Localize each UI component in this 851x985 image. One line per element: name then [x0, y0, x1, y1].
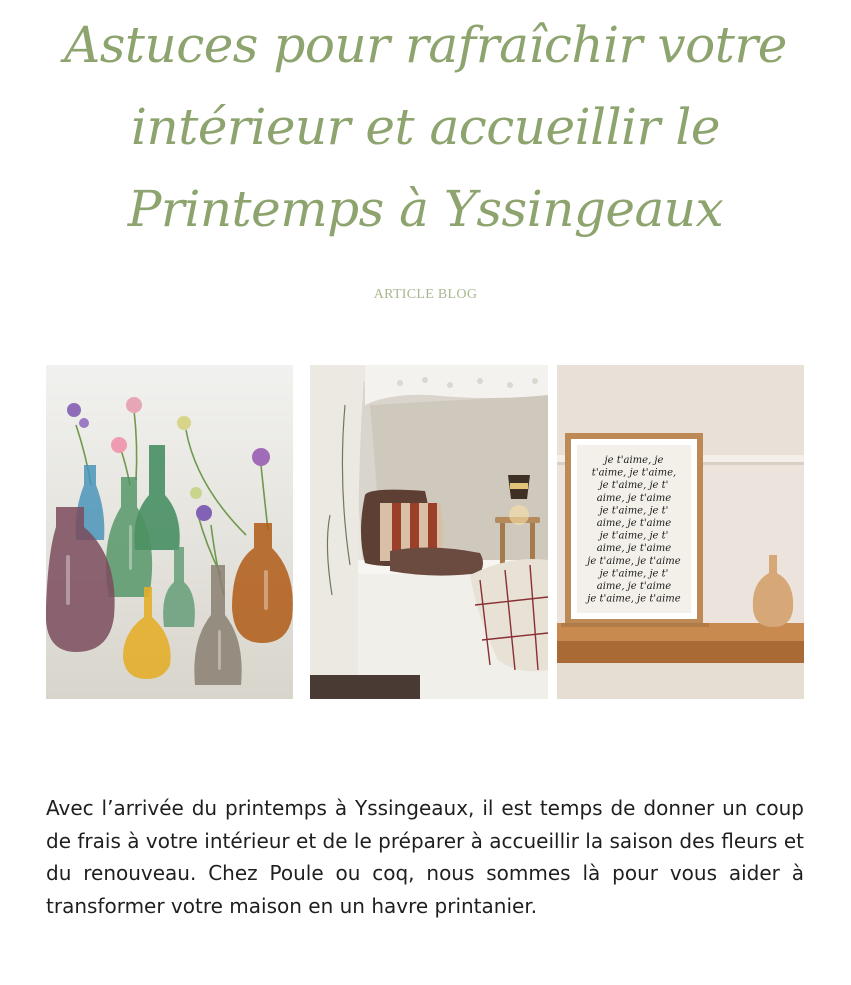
- poster-line: je t'aime, je t': [599, 480, 669, 492]
- poster-photo[interactable]: [557, 365, 804, 699]
- poster-line: t'aime, je t'aime,: [591, 467, 677, 479]
- poster-line: aime, je t'aime: [596, 518, 672, 529]
- article-intro: Avec l’arrivée du printemps à Yssingeaux, il est temps de donner un coup de frais à votre intérieur et de le préparer à accueillir la saison des fleurs et du renouveau. Chez Poule ou coq, nous sommes là pour vous aider à transformer votre maison en un havre printanier.: [46, 796, 804, 918]
- poster-line: aime, je t'aime: [596, 492, 672, 504]
- poster-line: je t'aime, je: [604, 455, 664, 466]
- poster-line: je t'aime, je t': [599, 530, 669, 542]
- image-gallery: [46, 365, 804, 699]
- poster-text: [585, 455, 680, 605]
- vases-photo[interactable]: [46, 365, 293, 699]
- poster-line: je t'aime, je t'aime: [587, 593, 681, 605]
- poster-line: je t'aime, je t': [599, 505, 669, 517]
- poster-line: je t'aime, je t'aime: [587, 555, 681, 567]
- article-category: ARTICLE BLOG: [373, 287, 478, 302]
- nook-photo[interactable]: [310, 365, 548, 699]
- article-title: Astuces pour rafraîchir votre intérieur et accueillir le Printemps à Yssingeaux: [64, 16, 787, 238]
- poster-line: aime, je t'aime: [596, 543, 672, 555]
- poster-line: aime, je t'aime: [596, 581, 672, 592]
- poster-line: je t'aime, je t': [599, 568, 669, 580]
